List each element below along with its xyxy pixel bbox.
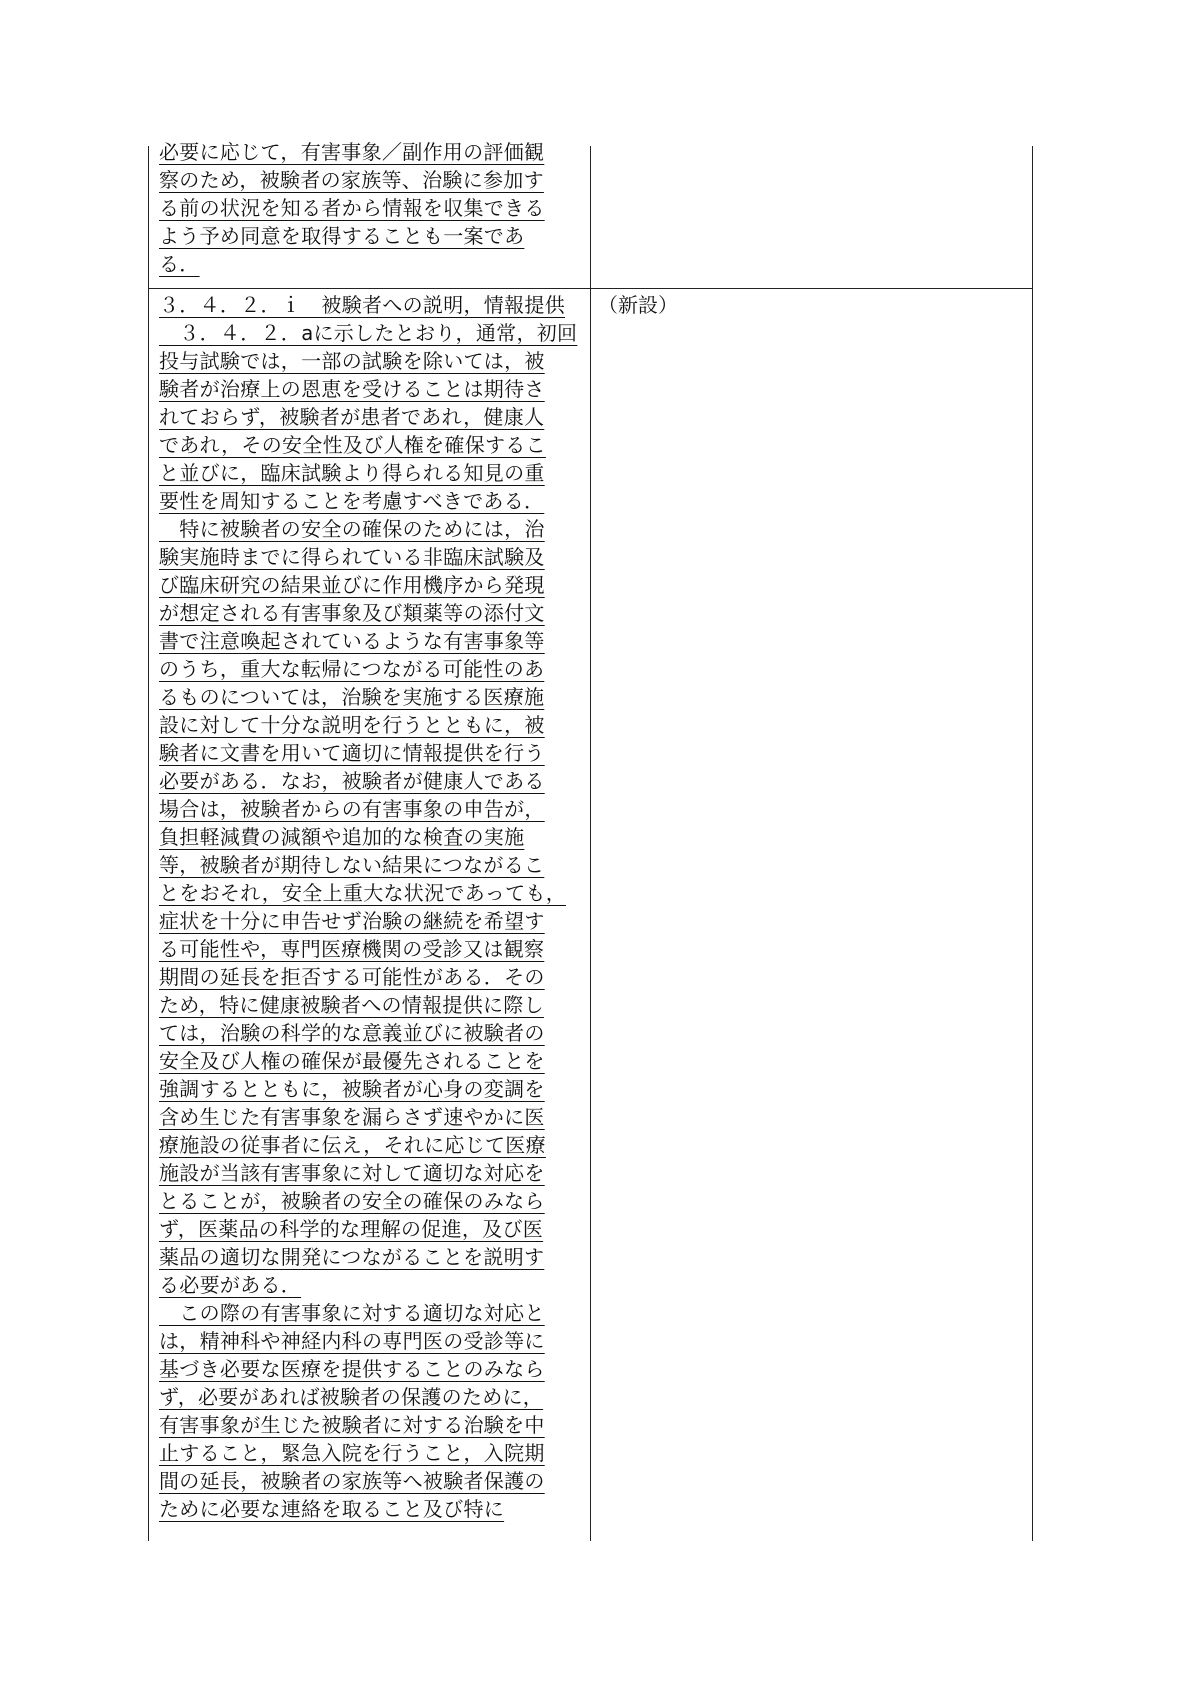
text-line: 強調するとともに，被験者が心身の変調を (159, 1077, 545, 1101)
text-line: び臨床研究の結果並びに作用機序から発現 (159, 573, 545, 597)
text-line: 負担軽減費の減額や追加的な検査の実施 (159, 825, 525, 849)
text-line: 薬品の適切な開発につながることを説明す (159, 1245, 545, 1269)
text-line: るものについては，治験を実施する医療施 (159, 685, 545, 709)
text-line: ず，医薬品の科学的な理解の促進，及び医 (159, 1217, 544, 1241)
text-line: 安全及び人権の確保が最優先されることを (159, 1049, 545, 1073)
text-line: 察のため，被験者の家族等、治験に参加す (159, 168, 544, 192)
text-line: 療施設の従事者に伝え，それに応じて医療 (159, 1133, 546, 1157)
text-line: 場合は，被験者からの有害事象の申告が， (159, 797, 545, 821)
text-line: 設に対して十分な説明を行うとともに，被 (159, 713, 545, 737)
table-column-divider (590, 146, 591, 1541)
text-line: 投与試験では，一部の試験を除いては，被 (159, 349, 545, 373)
text-line: 験者が治療上の恩恵を受けることは期待さ (159, 377, 545, 401)
text-line: は，精神科や神経内科の専門医の受診等に (159, 1329, 545, 1353)
text-line: とることが，被験者の安全の確保のみなら (159, 1189, 545, 1213)
text-line: ために必要な連絡を取ること及び特に (159, 1497, 505, 1521)
table-border-left (148, 146, 149, 1541)
row2-left-cell (159, 291, 579, 1523)
text-line: れておらず，被験者が患者であれ，健康人 (159, 405, 545, 429)
text-line: 必要がある．なお，被験者が健康人である (159, 769, 545, 793)
row2-right-cell: （新設） (598, 293, 678, 317)
text-line: ３．４．２．aに示したとおり，通常，初回 (159, 321, 578, 345)
text-line: 有害事象が生じた被験者に対する治験を中 (159, 1413, 545, 1437)
text-line: 施設が当該有害事象に対して適切な対応を (159, 1161, 545, 1185)
text-line: 止すること，緊急入院を行うこと，入院期 (159, 1441, 545, 1465)
text-line: る可能性や，専門医療機関の受診又は観察 (159, 937, 545, 961)
text-line: 書で注意喚起されているような有害事象等 (159, 629, 545, 653)
text-line: る． (159, 252, 200, 276)
text-line: 験実施時までに得られている非臨床試験及 (159, 545, 545, 569)
text-line: 間の延長，被験者の家族等へ被験者保護の (159, 1469, 545, 1493)
text-line: る必要がある． (159, 1273, 302, 1297)
text-line: 症状を十分に申告せず治験の継続を希望す (159, 909, 545, 933)
text-line: のうち，重大な転帰につながる可能性のあ (159, 657, 545, 681)
text-line: 験者に文書を用いて適切に情報提供を行う (159, 741, 545, 765)
row-divider (148, 288, 1033, 289)
text-line: であれ，その安全性及び人権を確保するこ (159, 433, 546, 457)
text-line: ては，治験の科学的な意義並びに被験者の (159, 1021, 545, 1045)
text-line: 基づき必要な医療を提供することのみなら (159, 1357, 545, 1381)
text-line: 等，被験者が期待しない結果につながるこ (159, 853, 545, 877)
text-line: 期間の延長を拒否する可能性がある．その (159, 965, 545, 989)
text-line: この際の有害事象に対する適切な対応と (159, 1301, 545, 1325)
text-line: 特に被験者の安全の確保のためには，治 (159, 517, 545, 541)
text-line: が想定される有害事象及び類薬等の添付文 (159, 601, 545, 625)
text-line: 要性を周知することを考慮すべきである． (159, 489, 545, 513)
comparison-table (148, 140, 1033, 1541)
text-line: とをおそれ，安全上重大な状況であっても， (159, 881, 566, 905)
text-line: ため，特に健康被験者への情報提供に際し (159, 993, 544, 1017)
table-border-right (1032, 146, 1033, 1541)
text-line: ず，必要があれば被験者の保護のために， (159, 1385, 544, 1409)
row1-left-cell (159, 138, 579, 278)
text-line: と並びに，臨床試験より得られる知見の重 (159, 461, 545, 485)
text-line: 含め生じた有害事象を漏らさず速やかに医 (159, 1105, 545, 1129)
text-line: る前の状況を知る者から情報を収集できる (159, 196, 545, 220)
text-line: 必要に応じて，有害事象／副作用の評価観 (159, 140, 545, 164)
text-line: よう予め同意を取得することも一案であ (159, 224, 525, 248)
section-heading: ３．４．２．ｉ 被験者への説明，情報提供 (159, 293, 565, 317)
